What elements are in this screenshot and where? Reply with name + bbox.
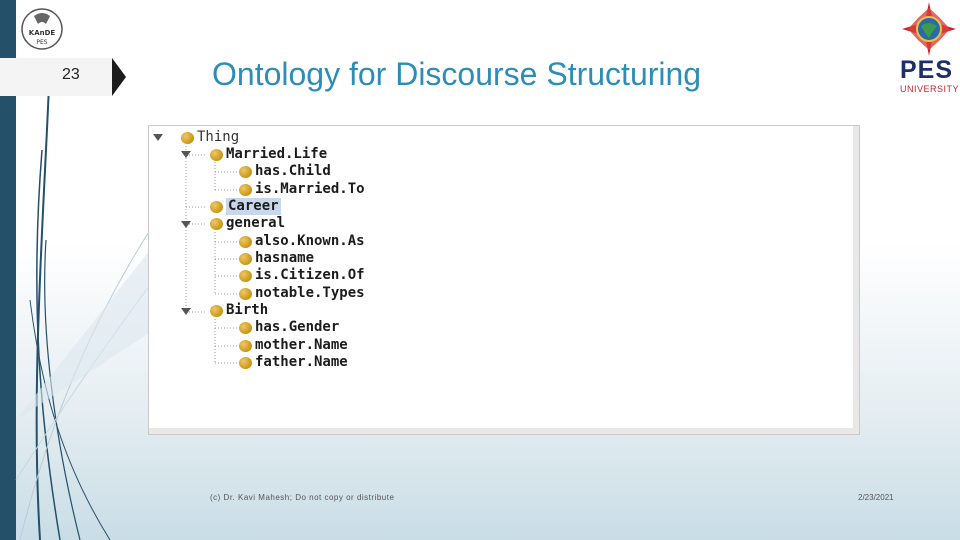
class-bullet-icon <box>239 322 252 334</box>
tree-node-is-citizen-of[interactable] <box>239 267 365 284</box>
class-bullet-icon <box>181 132 194 144</box>
class-bullet-icon <box>239 270 252 282</box>
tree-node-general[interactable] <box>210 215 285 232</box>
class-bullet-icon <box>239 340 252 352</box>
pes-university-logo <box>896 2 960 98</box>
class-bullet-icon <box>210 149 223 161</box>
svg-text:PES: PES <box>36 39 48 46</box>
tree-node-label: Birth <box>226 302 269 318</box>
class-bullet-icon <box>239 288 252 300</box>
expand-toggle-icon[interactable] <box>181 221 191 228</box>
tree-node-career[interactable] <box>210 198 281 215</box>
tree-node-married-life[interactable] <box>210 146 327 163</box>
pes-emblem-icon <box>902 2 956 56</box>
tree-node-label: has.Gender <box>255 319 340 335</box>
tree-node-label: general <box>226 215 286 231</box>
expand-toggle-icon[interactable] <box>181 308 191 315</box>
tree-node-label: father.Name <box>255 354 348 370</box>
class-bullet-icon <box>239 184 252 196</box>
tree-node-mother-name[interactable] <box>239 337 348 354</box>
tree-node-birth[interactable] <box>210 302 268 319</box>
class-bullet-icon <box>239 166 252 178</box>
slide-number: 23 <box>62 66 80 83</box>
footer-date: 2/23/2021 <box>858 493 894 502</box>
tree-node-label: Career <box>228 198 279 214</box>
footer-copyright: (c) Dr. Kavi Mahesh; Do not copy or distribute <box>210 493 395 502</box>
kande-logo <box>20 6 64 52</box>
tree-node-hasname[interactable] <box>239 250 314 267</box>
tree-node-label: hasname <box>255 250 315 266</box>
tree-node-label: notable.Types <box>255 285 365 301</box>
class-bullet-icon <box>239 357 252 369</box>
tree-node-label: mother.Name <box>255 337 348 353</box>
pes-logo-subtitle: UNIVERSITY <box>900 84 960 94</box>
class-bullet-icon <box>210 305 223 317</box>
class-bullet-icon <box>239 253 252 265</box>
pes-logo-text: PES <box>900 56 954 84</box>
expand-toggle-icon[interactable] <box>153 134 163 141</box>
tree-node-label: has.Child <box>255 163 331 179</box>
class-bullet-icon <box>210 218 223 230</box>
page-title: Ontology for Discourse Structuring <box>212 56 702 92</box>
tree-node-father-name[interactable] <box>239 354 348 371</box>
tree-node-has-child[interactable] <box>239 163 331 180</box>
tree-node-notable-types[interactable] <box>239 285 365 302</box>
tree-node-label: Married.Life <box>226 146 328 162</box>
svg-text:KAnDE: KAnDE <box>28 29 56 37</box>
class-bullet-icon <box>239 236 252 248</box>
class-bullet-icon <box>210 201 223 213</box>
tree-node-label: Thing <box>197 129 240 145</box>
tree-node-label: also.Known.As <box>255 233 365 249</box>
ontology-tree-panel <box>148 125 860 435</box>
tree-node-has-gender[interactable] <box>239 319 339 336</box>
tree-node-label: is.Citizen.Of <box>255 267 365 283</box>
expand-toggle-icon[interactable] <box>181 151 191 158</box>
tree-node-label: is.Married.To <box>255 181 365 197</box>
tree-node-thing[interactable] <box>181 129 239 146</box>
tree-node-is-married-to[interactable] <box>239 181 365 198</box>
tree-node-also-known-as[interactable] <box>239 233 365 250</box>
